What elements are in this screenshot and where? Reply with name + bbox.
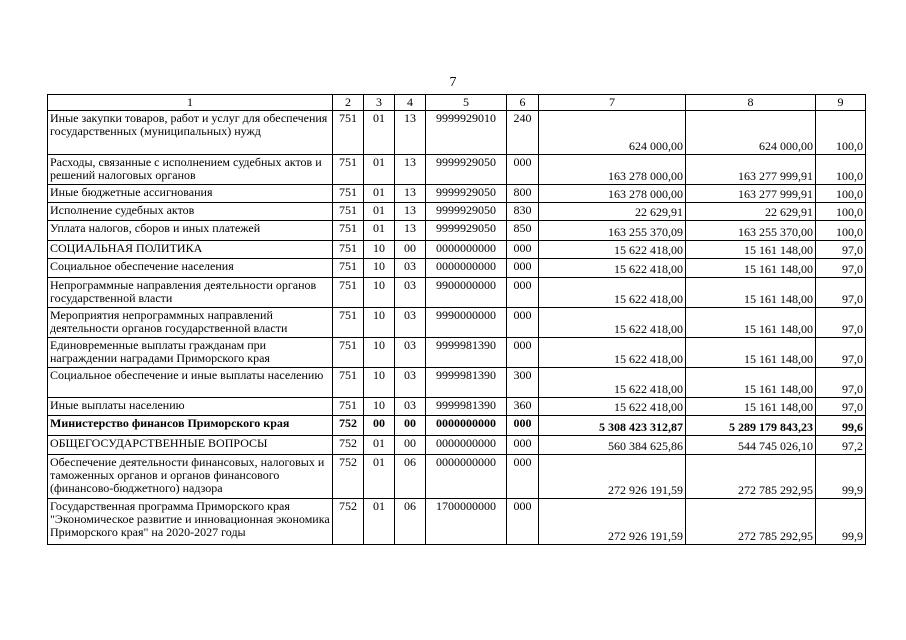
table-row: [48, 499, 866, 545]
row-amount-executed-cell: 163 277 999,91: [686, 185, 816, 203]
row-percent-cell: 97,0: [816, 308, 866, 338]
row-subsection-cell: 03: [395, 278, 426, 308]
table-row: [48, 185, 866, 203]
row-code-cell: 752: [333, 499, 364, 545]
row-section-cell: 10: [364, 259, 395, 278]
row-name-cell: Социальное обеспечение населения: [48, 259, 333, 278]
header-row: [48, 95, 866, 111]
table-row: [48, 338, 866, 368]
table-row: [48, 221, 866, 241]
row-code-cell: 752: [333, 436, 364, 455]
row-percent-cell: 97,2: [816, 436, 866, 455]
row-amount-executed-cell: 624 000,00: [686, 111, 816, 155]
row-target-article-cell: 0000000000: [426, 455, 507, 499]
row-amount-planned-cell: 272 926 191,59: [539, 499, 686, 545]
table-row: [48, 436, 866, 455]
row-subsection-cell: 03: [395, 338, 426, 368]
row-amount-executed-cell: 15 161 148,00: [686, 368, 816, 398]
row-expense-type-cell: 000: [507, 338, 539, 368]
row-amount-planned-cell: 22 629,91: [539, 203, 686, 221]
row-target-article-cell: 9900000000: [426, 278, 507, 308]
row-section-cell: 10: [364, 308, 395, 338]
page-number: 7: [449, 75, 457, 90]
row-amount-executed-cell: 163 277 999,91: [686, 155, 816, 185]
header-cell: 9: [816, 95, 866, 111]
row-amount-planned-cell: 15 622 418,00: [539, 241, 686, 259]
row-target-article-cell: 9999981390: [426, 338, 507, 368]
row-subsection-cell: 03: [395, 368, 426, 398]
row-name-cell: СОЦИАЛЬНАЯ ПОЛИТИКА: [48, 241, 333, 259]
row-name-cell: Уплата налогов, сборов и иных платежей: [48, 221, 333, 241]
row-percent-cell: 99,9: [816, 499, 866, 545]
budget-table: [47, 94, 866, 545]
row-target-article-cell: 1700000000: [426, 499, 507, 545]
row-percent-cell: 100,0: [816, 185, 866, 203]
table-row: [48, 241, 866, 259]
row-amount-executed-cell: 272 785 292,95: [686, 499, 816, 545]
row-amount-planned-cell: 15 622 418,00: [539, 308, 686, 338]
row-percent-cell: 97,0: [816, 368, 866, 398]
row-code-cell: 751: [333, 338, 364, 368]
header-cell: 3: [364, 95, 395, 111]
row-amount-planned-cell: 163 278 000,00: [539, 185, 686, 203]
row-subsection-cell: 03: [395, 398, 426, 416]
row-section-cell: 01: [364, 203, 395, 221]
row-section-cell: 01: [364, 221, 395, 241]
row-code-cell: 751: [333, 368, 364, 398]
row-percent-cell: 100,0: [816, 203, 866, 221]
header-cell: 4: [395, 95, 426, 111]
row-expense-type-cell: 360: [507, 398, 539, 416]
row-code-cell: 751: [333, 241, 364, 259]
row-target-article-cell: 0000000000: [426, 259, 507, 278]
row-amount-planned-cell: 15 622 418,00: [539, 259, 686, 278]
row-target-article-cell: 0000000000: [426, 416, 507, 436]
row-code-cell: 751: [333, 278, 364, 308]
row-expense-type-cell: 000: [507, 436, 539, 455]
row-code-cell: 751: [333, 221, 364, 241]
row-code-cell: 752: [333, 455, 364, 499]
row-code-cell: 751: [333, 398, 364, 416]
table-body: [48, 95, 866, 545]
row-subsection-cell: 13: [395, 185, 426, 203]
row-expense-type-cell: 300: [507, 368, 539, 398]
row-target-article-cell: 0000000000: [426, 241, 507, 259]
row-section-cell: 10: [364, 398, 395, 416]
row-expense-type-cell: 000: [507, 155, 539, 185]
row-amount-planned-cell: 15 622 418,00: [539, 398, 686, 416]
row-amount-planned-cell: 163 278 000,00: [539, 155, 686, 185]
header-cell: 2: [333, 95, 364, 111]
table-row: [48, 203, 866, 221]
row-target-article-cell: 9999929050: [426, 203, 507, 221]
row-name-cell: Мероприятия непрограммных направлений деятельности органов государственной власти: [48, 308, 333, 338]
row-subsection-cell: 00: [395, 436, 426, 455]
row-code-cell: 751: [333, 155, 364, 185]
row-percent-cell: 100,0: [816, 221, 866, 241]
row-percent-cell: 97,0: [816, 398, 866, 416]
row-section-cell: 10: [364, 338, 395, 368]
row-amount-planned-cell: 15 622 418,00: [539, 338, 686, 368]
row-expense-type-cell: 240: [507, 111, 539, 155]
table-row: [48, 111, 866, 155]
table-row: [48, 455, 866, 499]
row-percent-cell: 99,9: [816, 455, 866, 499]
row-name-cell: Непрограммные направления деятельности органов государственной власти: [48, 278, 333, 308]
row-target-article-cell: 9999929010: [426, 111, 507, 155]
row-expense-type-cell: 000: [507, 278, 539, 308]
row-percent-cell: 97,0: [816, 338, 866, 368]
row-percent-cell: 97,0: [816, 241, 866, 259]
row-expense-type-cell: 830: [507, 203, 539, 221]
row-amount-planned-cell: 560 384 625,86: [539, 436, 686, 455]
row-name-cell: Государственная программа Приморского края "Экономическое развитие и инновационная экономика Приморского края" на 2020-2027 годы: [48, 499, 333, 545]
row-section-cell: 10: [364, 278, 395, 308]
row-percent-cell: 99,6: [816, 416, 866, 436]
row-subsection-cell: 06: [395, 455, 426, 499]
row-expense-type-cell: 000: [507, 308, 539, 338]
row-amount-executed-cell: 15 161 148,00: [686, 241, 816, 259]
table-row: [48, 278, 866, 308]
row-target-article-cell: 9990000000: [426, 308, 507, 338]
row-amount-planned-cell: 272 926 191,59: [539, 455, 686, 499]
row-amount-executed-cell: 22 629,91: [686, 203, 816, 221]
row-target-article-cell: 9999981390: [426, 398, 507, 416]
row-target-article-cell: 9999981390: [426, 368, 507, 398]
row-expense-type-cell: 000: [507, 241, 539, 259]
row-name-cell: Исполнение судебных актов: [48, 203, 333, 221]
row-section-cell: 01: [364, 155, 395, 185]
row-code-cell: 751: [333, 185, 364, 203]
row-percent-cell: 97,0: [816, 259, 866, 278]
row-expense-type-cell: 850: [507, 221, 539, 241]
row-expense-type-cell: 000: [507, 499, 539, 545]
row-amount-executed-cell: 15 161 148,00: [686, 259, 816, 278]
row-expense-type-cell: 000: [507, 455, 539, 499]
row-target-article-cell: 0000000000: [426, 436, 507, 455]
table-row: [48, 308, 866, 338]
row-amount-executed-cell: 15 161 148,00: [686, 308, 816, 338]
row-section-cell: 01: [364, 499, 395, 545]
row-amount-executed-cell: 15 161 148,00: [686, 338, 816, 368]
row-amount-executed-cell: 272 785 292,95: [686, 455, 816, 499]
row-name-cell: Иные бюджетные ассигнования: [48, 185, 333, 203]
header-cell: 8: [686, 95, 816, 111]
row-amount-executed-cell: 5 289 179 843,23: [686, 416, 816, 436]
row-code-cell: 752: [333, 416, 364, 436]
row-amount-executed-cell: 15 161 148,00: [686, 278, 816, 308]
row-amount-executed-cell: 163 255 370,00: [686, 221, 816, 241]
row-subsection-cell: 13: [395, 221, 426, 241]
row-target-article-cell: 9999929050: [426, 221, 507, 241]
row-name-cell: Расходы, связанные с исполнением судебных актов и решений налоговых органов: [48, 155, 333, 185]
row-section-cell: 10: [364, 241, 395, 259]
header-cell: 6: [507, 95, 539, 111]
header-cell: 5: [426, 95, 507, 111]
row-percent-cell: 100,0: [816, 111, 866, 155]
row-name-cell: Обеспечение деятельности финансовых, налоговых и таможенных органов и органов финансового (финансово-бюджетного) надзора: [48, 455, 333, 499]
row-subsection-cell: 00: [395, 416, 426, 436]
row-section-cell: 01: [364, 455, 395, 499]
row-subsection-cell: 00: [395, 241, 426, 259]
row-expense-type-cell: 000: [507, 416, 539, 436]
row-subsection-cell: 13: [395, 203, 426, 221]
row-code-cell: 751: [333, 308, 364, 338]
row-target-article-cell: 9999929050: [426, 155, 507, 185]
row-subsection-cell: 03: [395, 259, 426, 278]
row-section-cell: 01: [364, 111, 395, 155]
row-amount-planned-cell: 163 255 370,09: [539, 221, 686, 241]
row-section-cell: 00: [364, 416, 395, 436]
row-subsection-cell: 06: [395, 499, 426, 545]
row-percent-cell: 97,0: [816, 278, 866, 308]
row-name-cell: Социальное обеспечение и иные выплаты населению: [48, 368, 333, 398]
header-cell: 7: [539, 95, 686, 111]
row-amount-planned-cell: 15 622 418,00: [539, 278, 686, 308]
row-amount-executed-cell: 544 745 026,10: [686, 436, 816, 455]
row-name-cell: Иные закупки товаров, работ и услуг для обеспечения государственных (муниципальных) нужд: [48, 111, 333, 155]
row-code-cell: 751: [333, 259, 364, 278]
row-name-cell: Министерство финансов Приморского края: [48, 416, 333, 436]
table-row: [48, 155, 866, 185]
table-row: [48, 398, 866, 416]
row-target-article-cell: 9999929050: [426, 185, 507, 203]
row-expense-type-cell: 800: [507, 185, 539, 203]
row-name-cell: Единовременные выплаты гражданам при награждении наградами Приморского края: [48, 338, 333, 368]
row-subsection-cell: 13: [395, 111, 426, 155]
row-code-cell: 751: [333, 111, 364, 155]
row-percent-cell: 100,0: [816, 155, 866, 185]
row-name-cell: Иные выплаты населению: [48, 398, 333, 416]
row-section-cell: 01: [364, 436, 395, 455]
row-section-cell: 10: [364, 368, 395, 398]
table-row: [48, 259, 866, 278]
header-cell: 1: [48, 95, 333, 111]
row-amount-planned-cell: 15 622 418,00: [539, 368, 686, 398]
row-subsection-cell: 03: [395, 308, 426, 338]
row-amount-planned-cell: 624 000,00: [539, 111, 686, 155]
row-section-cell: 01: [364, 185, 395, 203]
row-amount-executed-cell: 15 161 148,00: [686, 398, 816, 416]
table-row: [48, 368, 866, 398]
row-amount-planned-cell: 5 308 423 312,87: [539, 416, 686, 436]
table-row: [48, 416, 866, 436]
row-expense-type-cell: 000: [507, 259, 539, 278]
row-code-cell: 751: [333, 203, 364, 221]
row-name-cell: ОБЩЕГОСУДАРСТВЕННЫЕ ВОПРОСЫ: [48, 436, 333, 455]
row-subsection-cell: 13: [395, 155, 426, 185]
